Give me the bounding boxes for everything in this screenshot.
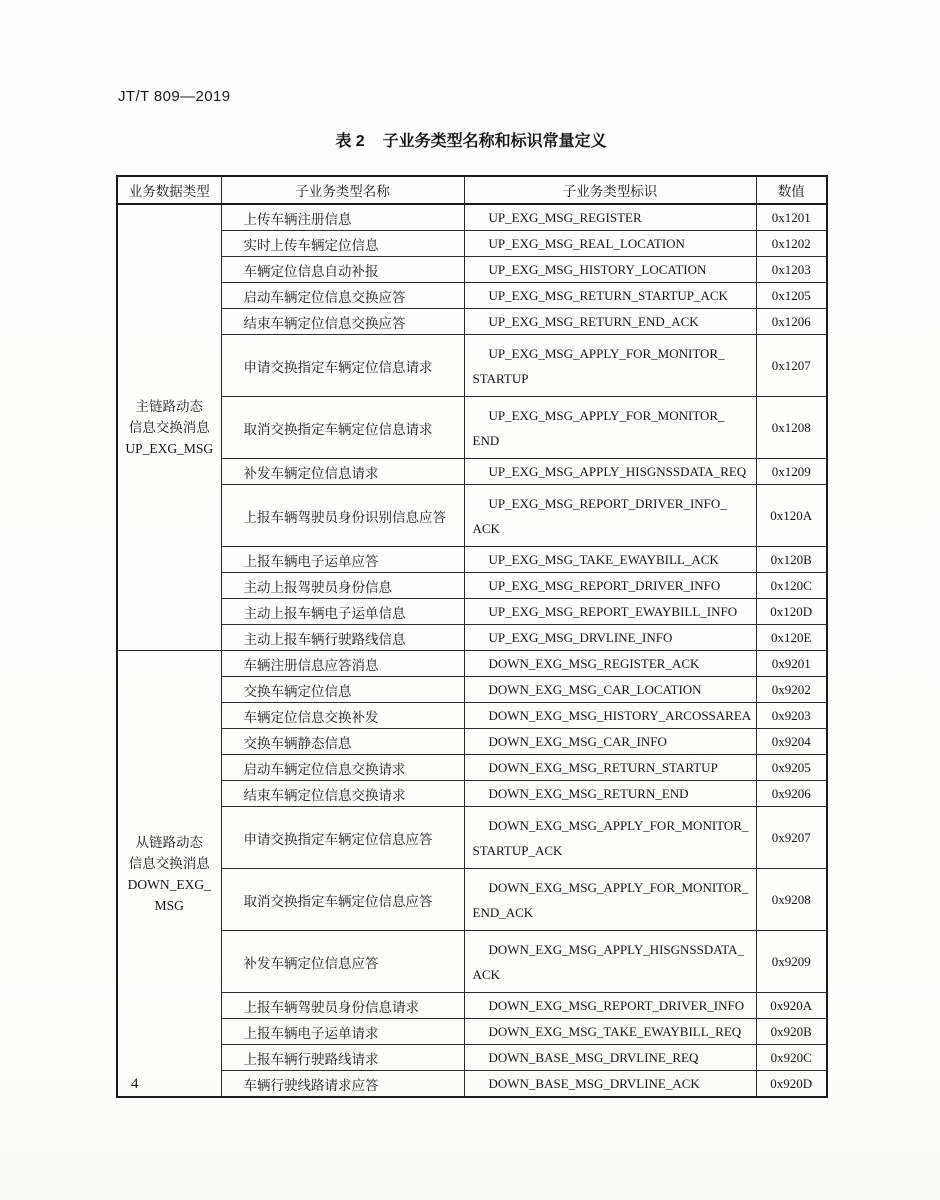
cell-sub-type-name: 上传车辆注册信息 [221,204,464,231]
cell-sub-type-name: 车辆行驶线路请求应答 [221,1071,464,1098]
table-title-text: 子业务类型名称和标识常量定义 [382,133,607,150]
identifier-line: ACK [472,966,500,982]
table-row [117,204,827,231]
group-label-line: 主链路动态 [135,399,203,414]
cell-sub-type-identifier [464,807,756,869]
identifier-line: ACK [472,520,500,536]
cell-sub-type-identifier [464,309,756,335]
table-row [117,677,827,703]
identifier-line: UP_EXG_MSG_APPLY_FOR_MONITOR_ [488,407,725,423]
table-row [117,993,827,1019]
group-label-line: MSG [154,897,184,913]
group-label-line: 信息交换消息 [128,420,210,435]
cell-sub-type-identifier [464,869,756,931]
cell-value: 0x120D [756,599,827,625]
cell-sub-type-name: 上报车辆电子运单应答 [221,547,464,573]
table-row [117,257,827,283]
table-row [117,651,827,677]
cell-value: 0x920C [756,1045,827,1071]
cell-sub-type-name: 上报车辆电子运单请求 [221,1019,464,1045]
identifier-line: DOWN_BASE_MSG_DRVLINE_REQ [488,1050,699,1065]
group-label-line: 从链路动态 [135,834,203,850]
table-row [117,807,827,869]
doc-code: JT/T 809—2019 [118,88,231,105]
table-row [117,781,827,807]
table-row [117,625,827,651]
cell-sub-type-name: 主动上报车辆电子运单信息 [221,599,464,625]
cell-sub-type-name: 交换车辆静态信息 [221,729,464,755]
cell-sub-type-name: 车辆注册信息应答消息 [221,651,464,677]
cell-value: 0x1202 [756,231,827,257]
cell-sub-type-identifier [464,599,756,625]
cell-sub-type-identifier [464,231,756,257]
cell-value: 0x1206 [756,309,827,335]
header-cell-business-data-type: 业务数据类型 [117,176,221,204]
table-row [117,485,827,547]
identifier-line: UP_EXG_MSG_REGISTER [488,210,642,225]
cell-sub-type-identifier [464,459,756,485]
cell-sub-type-name: 申请交换指定车辆定位信息应答 [221,807,464,869]
cell-sub-type-identifier [464,1045,756,1071]
cell-sub-type-name: 车辆定位信息自动补报 [221,257,464,283]
cell-value: 0x9201 [756,651,827,677]
cell-sub-type-identifier [464,485,756,547]
cell-sub-type-name: 启动车辆定位信息交换请求 [221,755,464,781]
cell-value: 0x9202 [756,677,827,703]
table-number: 表 2 [335,133,365,150]
table-body [117,204,827,1097]
cell-value: 0x1203 [756,257,827,283]
table-row [117,869,827,931]
cell-value: 0x1201 [756,204,827,231]
definition-table [116,175,828,1098]
table-row [117,729,827,755]
cell-sub-type-name: 主动上报驾驶员身份信息 [221,573,464,599]
identifier-line: UP_EXG_MSG_REPORT_DRIVER_INFO_ [488,495,727,511]
cell-value: 0x1207 [756,335,827,397]
cell-sub-type-name: 取消交换指定车辆定位信息应答 [221,869,464,931]
group-label-line: DOWN_EXG_ [127,876,211,892]
cell-sub-type-identifier [464,1071,756,1098]
identifier-line: DOWN_BASE_MSG_DRVLINE_ACK [488,1076,700,1091]
identifier-line: UP_EXG_MSG_DRVLINE_INFO [488,630,673,645]
table-row [117,755,827,781]
cell-sub-type-name: 取消交换指定车辆定位信息请求 [221,397,464,459]
identifier-line: DOWN_EXG_MSG_RETURN_STARTUP [488,760,718,775]
cell-sub-type-identifier [464,729,756,755]
identifier-line: DOWN_EXG_MSG_HISTORY_ARCOSSAREA [488,708,752,723]
table-row [117,231,827,257]
cell-value: 0x120C [756,573,827,599]
cell-sub-type-identifier [464,335,756,397]
cell-sub-type-identifier [464,547,756,573]
identifier-line: UP_EXG_MSG_APPLY_FOR_MONITOR_ [488,345,725,361]
cell-sub-type-name: 实时上传车辆定位信息 [221,231,464,257]
cell-value: 0x920B [756,1019,827,1045]
cell-value: 0x9208 [756,869,827,931]
identifier-line: UP_EXG_MSG_HISTORY_LOCATION [488,262,707,277]
identifier-line: STARTUP [472,370,529,386]
cell-sub-type-identifier [464,283,756,309]
identifier-line: UP_EXG_MSG_REPORT_EWAYBILL_INFO [488,604,738,619]
table-row [117,309,827,335]
table-row [117,931,827,993]
cell-sub-type-identifier [464,755,756,781]
cell-sub-type-name: 主动上报车辆行驶路线信息 [221,625,464,651]
cell-sub-type-name: 补发车辆定位信息应答 [221,931,464,993]
header-cell-sub-type-identifier: 子业务类型标识 [464,176,756,204]
cell-value: 0x9204 [756,729,827,755]
table-row [117,1045,827,1071]
table-row [117,459,827,485]
cell-value: 0x120E [756,625,827,651]
table-row [117,397,827,459]
cell-value: 0x9209 [756,931,827,993]
identifier-line: DOWN_EXG_MSG_APPLY_HISGNSSDATA_ [488,941,745,957]
group-label [117,204,221,651]
table-row [117,335,827,397]
identifier-line: DOWN_EXG_MSG_APPLY_FOR_MONITOR_ [488,817,749,833]
identifier-line: UP_EXG_MSG_TAKE_EWAYBILL_ACK [488,552,719,567]
cell-sub-type-name: 启动车辆定位信息交换应答 [221,283,464,309]
identifier-line: DOWN_EXG_MSG_REGISTER_ACK [488,656,700,671]
table-row [117,703,827,729]
cell-sub-type-identifier [464,204,756,231]
cell-sub-type-identifier [464,677,756,703]
table-row [117,573,827,599]
identifier-line: DOWN_EXG_MSG_TAKE_EWAYBILL_REQ [488,1024,742,1039]
identifier-line: DOWN_EXG_MSG_RETURN_END [488,786,689,801]
identifier-line: DOWN_EXG_MSG_REPORT_DRIVER_INFO [488,998,745,1013]
identifier-line: UP_EXG_MSG_RETURN_END_ACK [488,314,699,329]
cell-value: 0x9203 [756,703,827,729]
header-row [117,176,827,204]
header-cell-value: 数值 [756,176,827,204]
cell-sub-type-identifier [464,781,756,807]
cell-sub-type-name: 结束车辆定位信息交换请求 [221,781,464,807]
cell-value: 0x920D [756,1071,827,1098]
identifier-line: UP_EXG_MSG_RETURN_STARTUP_ACK [488,288,728,303]
cell-sub-type-name: 结束车辆定位信息交换应答 [221,309,464,335]
identifier-line: UP_EXG_MSG_REPORT_DRIVER_INFO [488,578,721,593]
cell-value: 0x120A [756,485,827,547]
cell-value: 0x9205 [756,755,827,781]
cell-sub-type-identifier [464,1019,756,1045]
cell-sub-type-identifier [464,573,756,599]
cell-sub-type-identifier [464,397,756,459]
cell-value: 0x920A [756,993,827,1019]
cell-value: 0x1209 [756,459,827,485]
table-row [117,547,827,573]
identifier-line: UP_EXG_MSG_REAL_LOCATION [488,236,685,251]
cell-value: 0x1208 [756,397,827,459]
table-row [117,283,827,309]
cell-value: 0x9207 [756,807,827,869]
cell-sub-type-identifier [464,703,756,729]
cell-value: 0x9206 [756,781,827,807]
identifier-line: DOWN_EXG_MSG_CAR_INFO [488,734,667,749]
identifier-line: END_ACK [472,904,534,920]
identifier-line: END [472,432,500,448]
cell-sub-type-name: 上报车辆行驶路线请求 [221,1045,464,1071]
cell-sub-type-identifier [464,993,756,1019]
group-label [117,651,221,1098]
cell-sub-type-identifier [464,931,756,993]
cell-sub-type-identifier [464,651,756,677]
cell-sub-type-name: 申请交换指定车辆定位信息请求 [221,335,464,397]
header-cell-sub-type-name: 子业务类型名称 [221,176,464,204]
identifier-line: DOWN_EXG_MSG_CAR_LOCATION [488,682,702,697]
cell-sub-type-identifier [464,625,756,651]
page-number: 4 [131,1076,139,1092]
identifier-line: STARTUP_ACK [472,842,563,858]
group-label-line: UP_EXG_MSG [125,441,214,456]
group-label-line: 信息交换消息 [128,855,210,871]
table-row [117,1071,827,1098]
table-row [117,599,827,625]
cell-sub-type-name: 上报车辆驾驶员身份信息请求 [221,993,464,1019]
table-title [116,128,826,151]
cell-sub-type-name: 上报车辆驾驶员身份识别信息应答 [221,485,464,547]
cell-sub-type-name: 车辆定位信息交换补发 [221,703,464,729]
cell-sub-type-name: 补发车辆定位信息请求 [221,459,464,485]
cell-sub-type-identifier [464,257,756,283]
table-row [117,1019,827,1045]
identifier-line: UP_EXG_MSG_APPLY_HISGNSSDATA_REQ [488,464,747,479]
cell-value: 0x1205 [756,283,827,309]
identifier-line: DOWN_EXG_MSG_APPLY_FOR_MONITOR_ [488,879,749,895]
cell-sub-type-name: 交换车辆定位信息 [221,677,464,703]
cell-value: 0x120B [756,547,827,573]
